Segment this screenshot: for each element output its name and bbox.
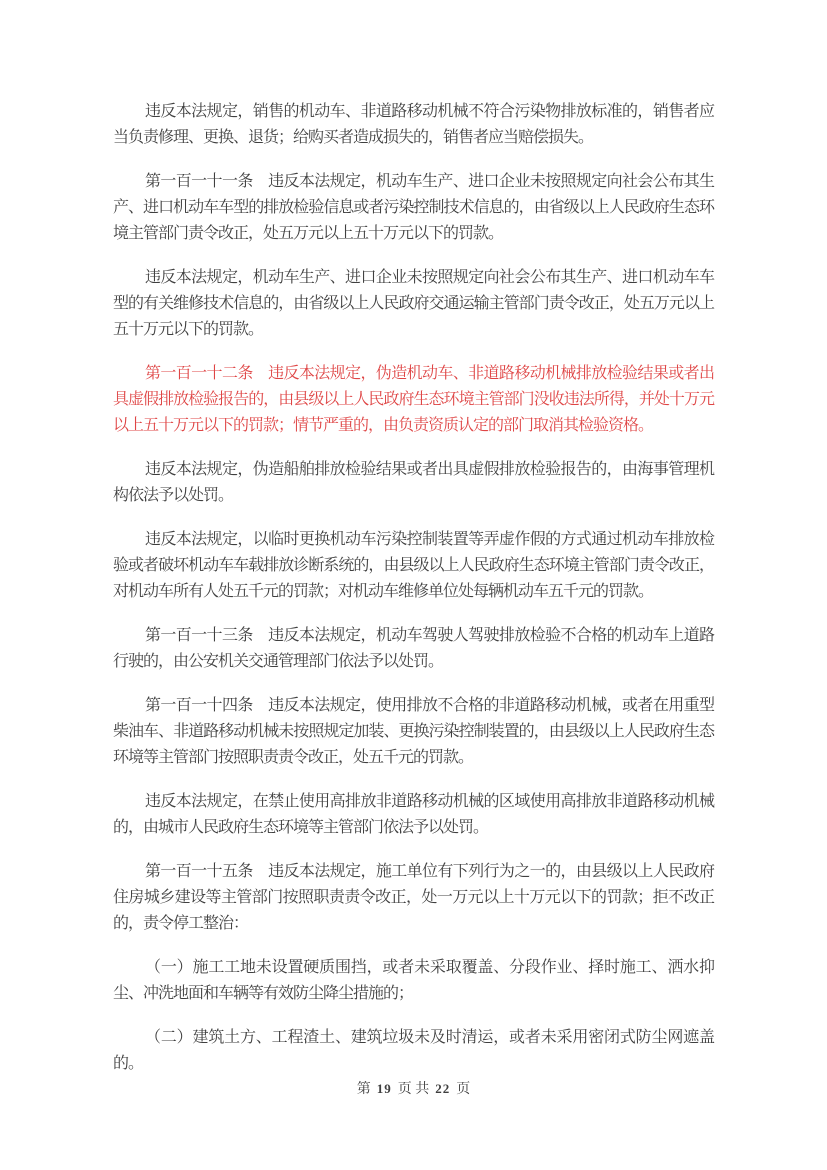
law-paragraph: 违反本法规定，伪造船舶排放检验结果或者出具虚假排放检验报告的，由海事管理机构依法予以处罚。 xyxy=(113,461,714,504)
law-paragraph: 违反本法规定，机动车生产、进口企业未按照规定向社会公布其生产、进口机动车车型的有关维修技术信息的，由省级以上人民政府交通运输主管部门责令改正，处五万元以上五十万元以下的罚款。 xyxy=(113,269,714,338)
footer-total-pages: 22 xyxy=(435,1081,451,1096)
law-paragraph: 违反本法规定，销售的机动车、非道路移动机械不符合污染物排放标准的，销售者应当负责修理、更换、退货；给购买者造成损失的，销售者应当赔偿损失。 xyxy=(113,103,714,146)
footer-label-of: 页 共 xyxy=(397,1082,430,1097)
law-paragraph: （二）建筑土方、工程渣土、建筑垃圾未及时清运，或者未采用密闭式防尘网遮盖的。 xyxy=(113,1029,714,1072)
law-paragraph: 第一百一十三条 违反本法规定，机动车驾驶人驾驶排放检验不合格的机动车上道路行驶的，由公安机关交通管理部门依法予以处罚。 xyxy=(113,627,714,670)
law-paragraph: 违反本法规定，在禁止使用高排放非道路移动机械的区域使用高排放非道路移动机械的，由城市人民政府生态环境等主管部门依法予以处罚。 xyxy=(113,793,714,836)
document-body xyxy=(113,99,714,1095)
footer-label-page: 第 xyxy=(356,1082,371,1097)
page-footer xyxy=(0,1078,827,1098)
law-paragraph: 违反本法规定，以临时更换机动车污染控制装置等弄虚作假的方式通过机动车排放检验或者破坏机动车车载排放诊断系统的，由县级以上人民政府生态环境主管部门责令改正，对机动车所有人处五千元的罚款；对机动车维修单位处每辆机动车五千元的罚款。 xyxy=(113,531,714,600)
law-paragraph: 第一百一十一条 违反本法规定，机动车生产、进口企业未按照规定向社会公布其生产、进口机动车车型的排放检验信息或者污染控制技术信息的，由省级以上人民政府生态环境主管部门责令改正，处五万元以上五十万元以下的罚款。 xyxy=(113,173,714,242)
footer-label-pages: 页 xyxy=(456,1082,471,1097)
footer-page-number: 19 xyxy=(376,1081,392,1096)
law-paragraph: 第一百一十四条 违反本法规定，使用排放不合格的非道路移动机械，或者在用重型柴油车、非道路移动机械未按照规定加装、更换污染控制装置的，由县级以上人民政府生态环境等主管部门按照职责责令改正，处五千元的罚款。 xyxy=(113,697,714,766)
law-paragraph: （一）施工工地未设置硬质围挡，或者未采取覆盖、分段作业、择时施工、洒水抑尘、冲洗地面和车辆等有效防尘降尘措施的； xyxy=(113,959,714,1002)
law-paragraph: 第一百一十五条 违反本法规定，施工单位有下列行为之一的，由县级以上人民政府住房城乡建设等主管部门按照职责责令改正，处一万元以上十万元以下的罚款；拒不改正的，责令停工整治： xyxy=(113,863,714,932)
law-paragraph: 第一百一十二条 违反本法规定，伪造机动车、非道路移动机械排放检验结果或者出具虚假排放检验报告的，由县级以上人民政府生态环境主管部门没收违法所得，并处十万元以上五十万元以下的罚款；情节严重的，由负责资质认定的部门取消其检验资格。 xyxy=(113,365,714,434)
